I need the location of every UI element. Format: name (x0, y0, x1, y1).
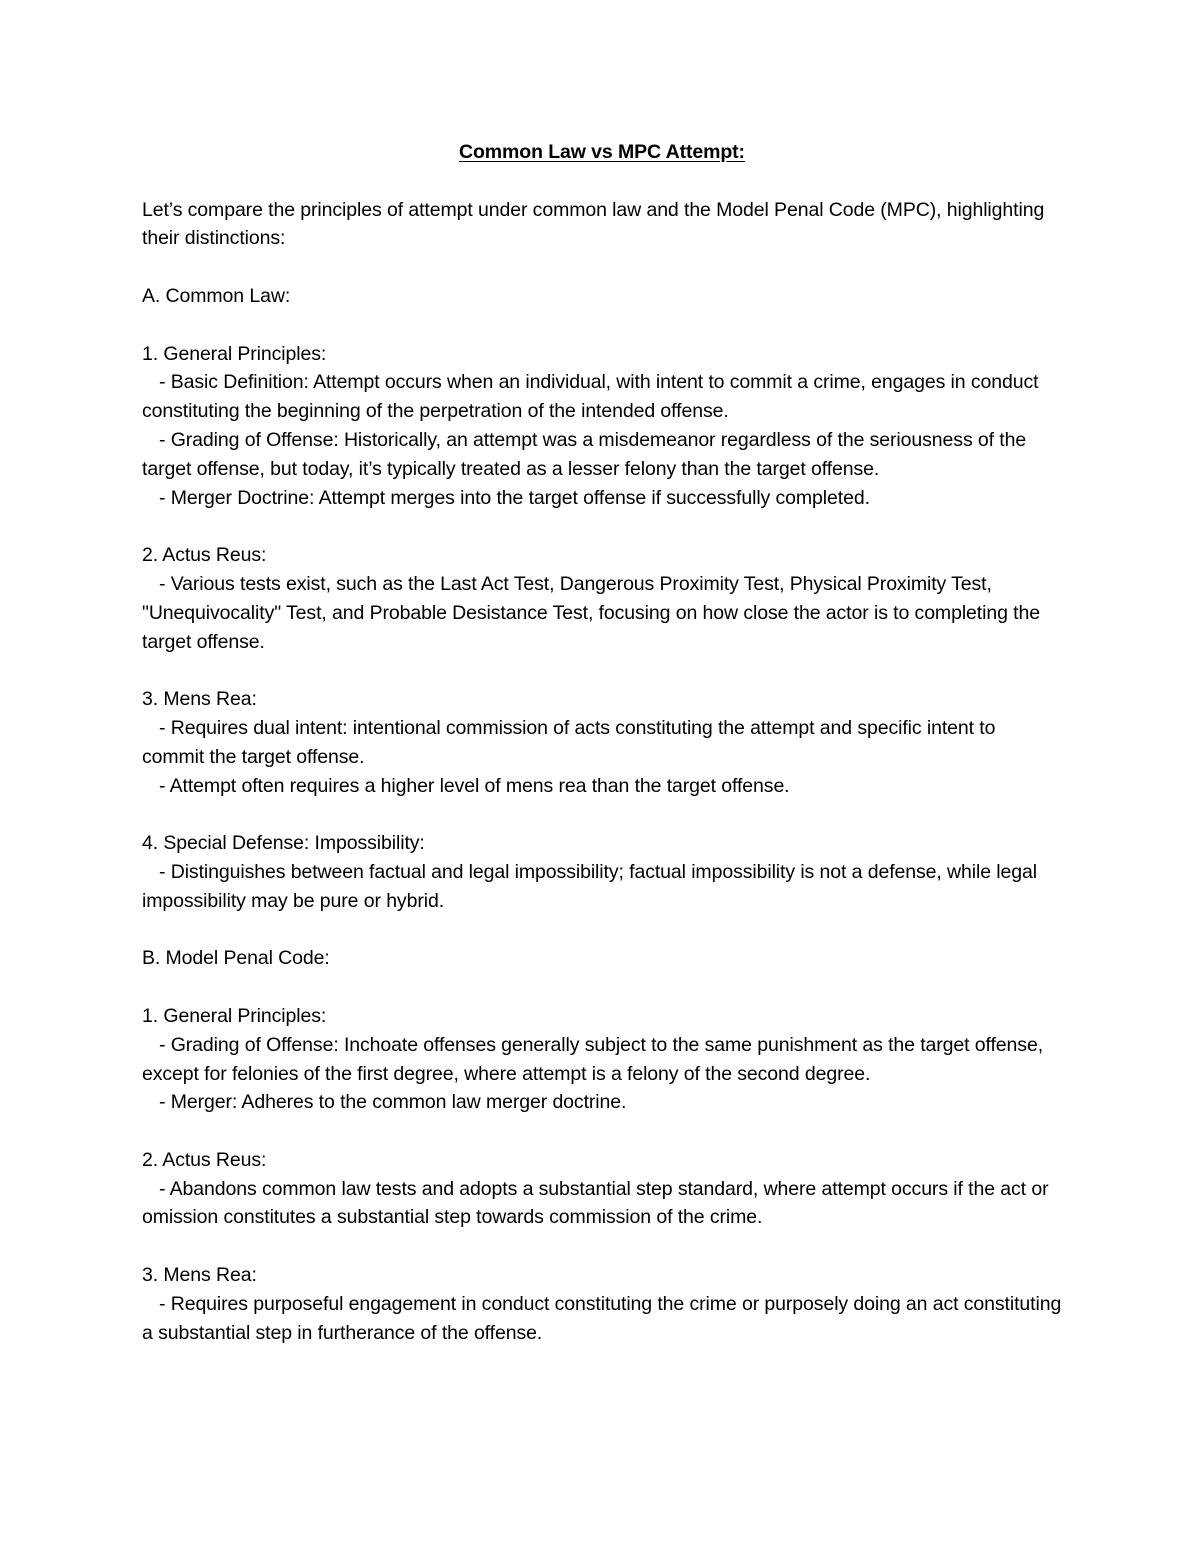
intro-paragraph: Let’s compare the principles of attempt under common law and the Model Penal Code (MPC), highlighting their distinctions: (142, 198, 1045, 250)
bullet-item: - Basic Definition: Attempt occurs when an individual, with intent to commit a crime, engages in conduct constituting the beginning of the perpetration of the intended offense. (142, 371, 1039, 423)
block-heading: 2. Actus Reus: (142, 544, 267, 567)
bullet-item: - Attempt often requires a higher level of mens rea than the target offense. (159, 774, 790, 797)
block-heading: 2. Actus Reus: (142, 1148, 267, 1171)
section-model-penal-code (142, 944, 1062, 1347)
block-general-principles (142, 1002, 1062, 1117)
bullet-item: - Grading of Offense: Inchoate offenses generally subject to the same punishment as the target offense, except for felonies of the first degree, where attempt is a felony of the second degree. (142, 1033, 1044, 1085)
bullet-item: - Merger Doctrine: Attempt merges into the target offense if successfully completed. (159, 486, 870, 509)
block-mens-rea (142, 1261, 1062, 1347)
block-heading: 1. General Principles: (142, 342, 327, 365)
bullet-item: - Grading of Offense: Historically, an attempt was a misdemeanor regardless of the seriousness of the target offense, but today, it’s typically treated as a lesser felony than the target offense. (142, 428, 1027, 480)
block-mens-rea (142, 685, 1062, 800)
document-title: Common Law vs MPC Attempt: (459, 141, 745, 163)
bullet-item: - Various tests exist, such as the Last Act Test, Dangerous Proximity Test, Physical Proximity Test, "Unequivocality" Test, and Probable Desistance Test, focusing on how close the actor is to completing the target offense. (142, 572, 1040, 653)
bullet-item: - Abandons common law tests and adopts a substantial step standard, where attempt occurs if the act or omission constitutes a substantial step towards commission of the crime. (142, 1177, 1049, 1229)
section-heading: B. Model Penal Code: (142, 947, 330, 970)
bullet-item: - Requires dual intent: intentional commission of acts constituting the attempt and specific intent to commit the target offense. (142, 716, 996, 768)
document-page (142, 138, 1062, 1376)
block-heading: 3. Mens Rea: (142, 1264, 257, 1287)
bullet-item: - Requires purposeful engagement in conduct constituting the crime or purposely doing an act constituting a substantial step in furtherance of the offense. (142, 1292, 1062, 1344)
section-common-law (142, 282, 1062, 916)
block-heading: 4. Special Defense: Impossibility: (142, 832, 425, 855)
block-actus-reus (142, 1146, 1062, 1232)
block-general-principles (142, 340, 1062, 513)
block-heading: 3. Mens Rea: (142, 688, 257, 711)
block-actus-reus (142, 541, 1062, 656)
bullet-item: - Merger: Adheres to the common law merger doctrine. (159, 1091, 627, 1114)
bullet-item: - Distinguishes between factual and legal impossibility; factual impossibility is not a defense, while legal impossibility may be pure or hybrid. (142, 860, 1037, 912)
block-impossibility (142, 829, 1062, 915)
section-heading: A. Common Law: (142, 284, 291, 307)
block-heading: 1. General Principles: (142, 1004, 327, 1027)
